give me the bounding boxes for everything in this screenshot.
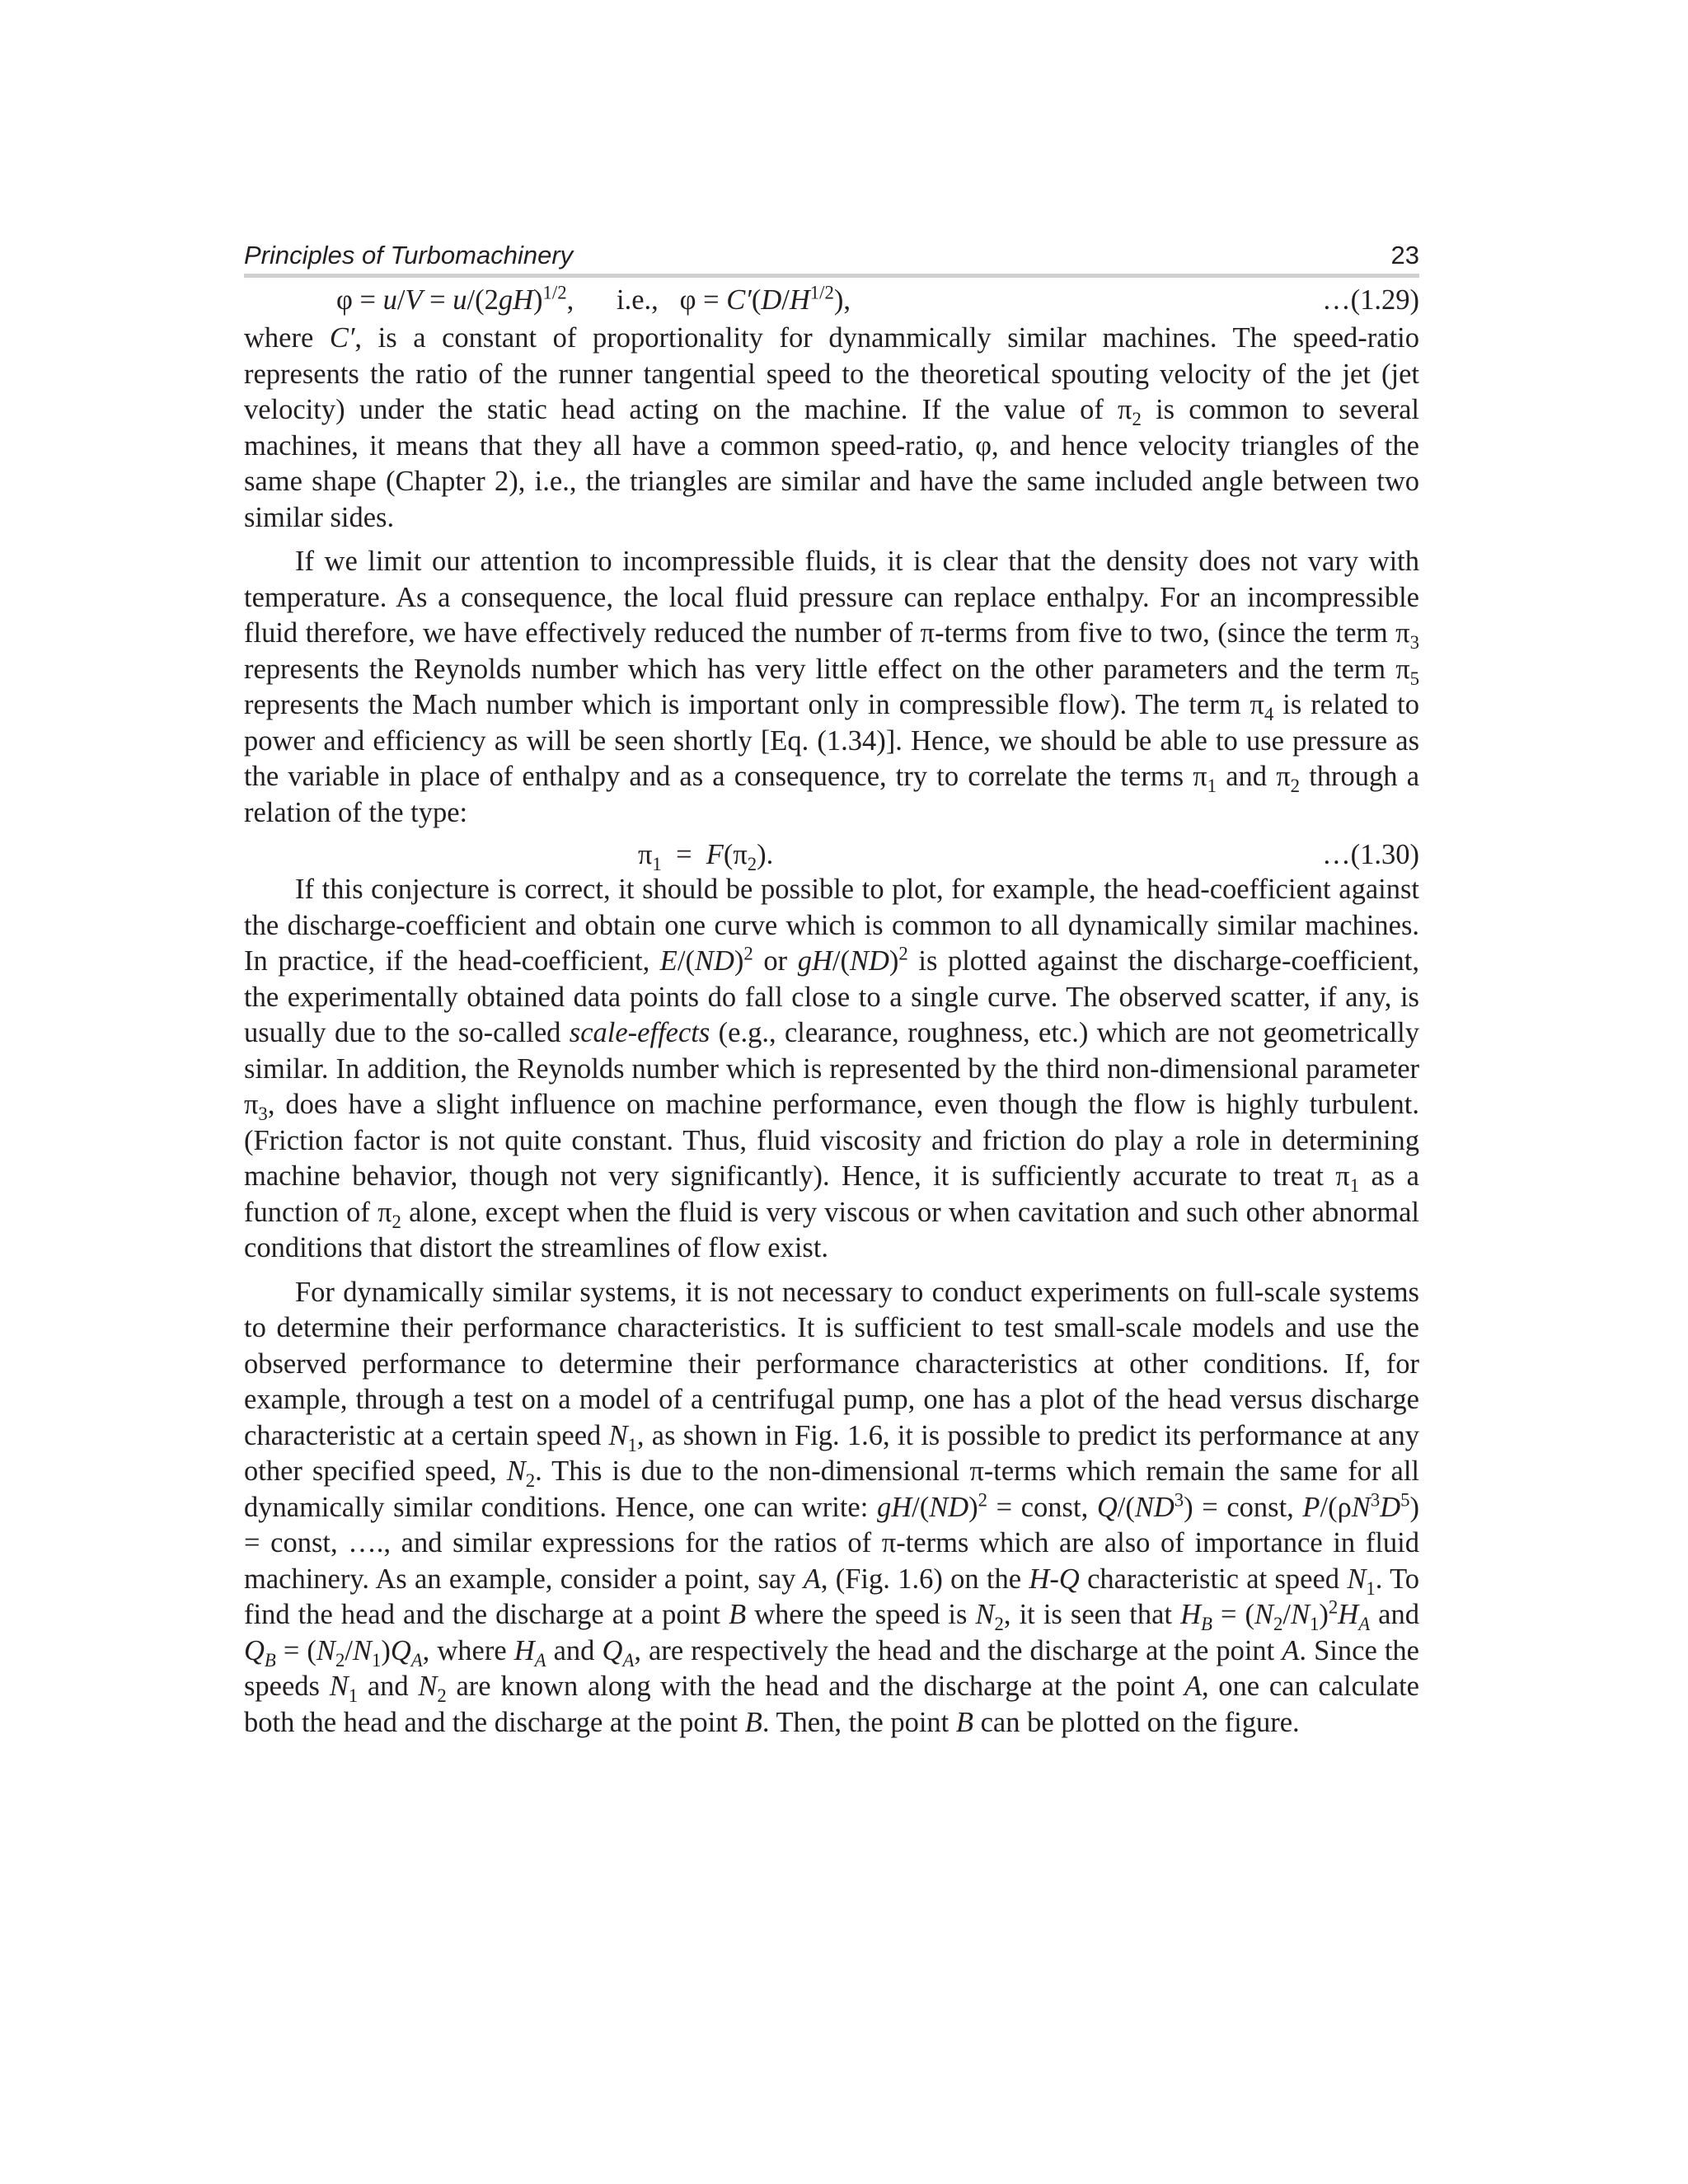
running-title: Principles of Turbomachinery bbox=[244, 241, 574, 269]
equation-1-30-label: …(1.30) bbox=[1322, 839, 1419, 870]
equation-1-29-label: …(1.29) bbox=[1322, 284, 1419, 316]
paragraph-4: For dynamically similar systems, it is not necessary to conduct experiments on full-scale systems to determine their performance characteristics. It is sufficient to test small-scale models and use the observed performance to determine their performance characteristics at other conditions. If, for example, through a test on a model of a centrifugal pump, one has a plot of the head versus discharge characteristic at a certain speed $N_1$, as shown in Fig. 1.6, it is possible to predict its performance at any other specified speed, $N_2$. This is due to the non-dimensional π-terms which remain the same for all dynamically similar conditions. Hence, one can write: gH/(ND)$^2$ = const, $Q/(ND^3)$ = const, $P/(\rho N^3D^5)$ = const, …., and similar expressions for the ratios of π-terms which are also of importance in fluid machinery. As an example, consider a point, say A, (Fig. 1.6) on the H-Q characteristic at speed $N_1$. To find the head and the discharge at a point B where the speed is $N_2$, it is seen that $H_B = (N_2/N_1)^2H_A$ and $Q_B = (N_2/N_1)Q_A$, where $H_A$ and $Q_A$, are respectively the head and the discharge at the point A. Since the speeds $N_1$ and $N_2$ are known along with the head and the discharge at the point A, one can calculate both the head and the discharge at the point B. Then, the point B can be plotted on the figure. bbox=[244, 1276, 1420, 1738]
running-header bbox=[244, 239, 1419, 278]
body-text bbox=[244, 279, 1419, 1741]
equation-1-29-expression: $\varphi = u/V = u/(2gH)^{1/2}$, i.e., $\varphi = C'(D/H^{1/2})$, bbox=[336, 282, 851, 316]
page bbox=[244, 239, 1419, 1741]
paragraph-1: where C′, is a constant of proportionality for dynammically similar machines. The speed-ratio represents the ratio of the runner tangential speed to the theoretical spouting velocity of the jet (jet velocity) under the static head acting on the machine. If the value of $\pi_2$ is common to several machines, it means that they all have a common speed-ratio, φ, and hence velocity triangles of the same shape (Chapter 2), i.e., the triangles are similar and have the same included angle between two similar sides. bbox=[244, 322, 1419, 533]
paragraph-3: If this conjecture is correct, it should be possible to plot, for example, the head-coefficient against the discharge-coefficient and obtain one curve which is common to all dynamically similar machines. In practice, if the head-coefficient, E/(ND)$^2$ or gH/(ND)$^2$ is plotted against the discharge-coefficient, the experimentally obtained data points do fall close to a single curve. The observed scatter, if any, is usually due to the so-called scale-effects (e.g., clearance, roughness, etc.) which are not geometrically similar. In addition, the Reynolds number which is represented by the third non-dimensional parameter $\pi_3$, does have a slight influence on machine performance, even though the flow is highly turbulent. (Friction factor is not quite constant. Thus, fluid viscosity and friction do play a role in determining machine behavior, though not very significantly). Hence, it is sufficiently accurate to treat $\pi_1$ as a function of $\pi_2$ alone, except when the fluid is very viscous or when cavitation and such other abnormal conditions that distort the streamlines of flow exist. bbox=[244, 874, 1419, 1263]
equation-1-30-expression: $\pi_1 = F(\pi_2)$. bbox=[638, 839, 774, 874]
page-number: 23 bbox=[1390, 241, 1419, 269]
equation-1-30 bbox=[244, 834, 1419, 872]
paragraph-2: If we limit our attention to incompressible fluids, it is clear that the density does not vary with temperature. As a consequence, the local fluid pressure can replace enthalpy. For an incompressible fluid therefore, we have effectively reduced the number of π-terms from five to two, (since the term $\pi_3$ represents the Reynolds number which has very little effect on the other parameters and the term $\pi_5$ represents the Mach number which is important only in compressible flow). The term $\pi_4$ is related to power and efficiency as will be seen shortly [Eq. (1.34)]. Hence, we should be able to use pressure as the variable in place of enthalpy and as a consequence, try to correlate the terms $\pi_1$ and $\pi_2$ through a relation of the type: bbox=[244, 546, 1420, 828]
equation-1-29 bbox=[244, 279, 1419, 321]
